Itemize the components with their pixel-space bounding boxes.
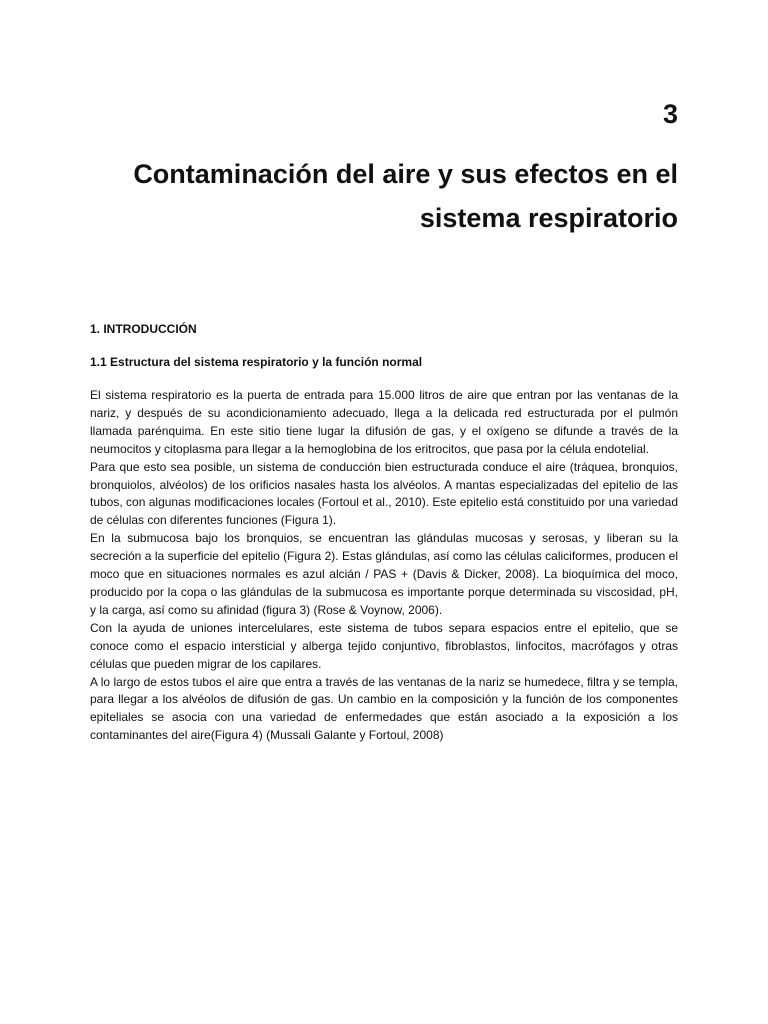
paragraph: Con la ayuda de uniones intercelulares, este sistema de tubos separa espacios entre el epitelio, que se conoce como el espacio intersticial y alberga tejido conjuntivo, fibroblastos, linfocitos, macrófagos y otras células que pueden migrar de los capilares. xyxy=(90,620,678,671)
chapter-number: 3 xyxy=(662,99,678,129)
body-text xyxy=(90,387,678,745)
paragraph: A lo largo de estos tubos el aire que entra a través de las ventanas de la nariz se humedece, filtra y se templa, para llegar a los alvéolos de difusión de gas. Un cambio en la composición y la función de los componentes epiteliales se asocia con una variedad de enfermedades que están asociado a la exposición a los contaminantes del aire(Figura 4) (Mussali Galante y Fortoul, 2008) xyxy=(90,674,678,743)
paragraph: El sistema respiratorio es la puerta de entrada para 15.000 litros de aire que entran por las ventanas de la nariz, y después de su acondicionamiento adecuado, llega a la delicada red estructurada por el pulmón llamada parénquima. En este sitio tiene lugar la difusión de gas, y el oxígeno se difunde a través de la neumocitos y citoplasma para llegar a la hemoglobina de los eritrocitos, que pasa por la célula endotelial. xyxy=(90,388,678,456)
paragraph: En la submucosa bajo los bronquios, se encuentran las glándulas mucosas y serosas, y liberan su la secreción a la superficie del epitelio (Figura 2). Estas glándulas, así como las células caliciformes, producen el moco que en situaciones normales es azul alcián / PAS + (Davis & Dicker, 2008). La bioquímica del moco, producido por la copa o las glándulas de la submucosa es importante porque determinada su viscosidad, pH, y la carga, así como su afinidad (figura 3) (Rose & Voynow, 2006). xyxy=(90,531,678,617)
section-heading-introduction: 1. INTRODUCCIÓN xyxy=(90,322,197,336)
paragraph: Para que esto sea posible, un sistema de conducción bien estructurada conduce el aire (tráquea, bronquios, bronquiolos, alvéolos) de los orificios nasales hasta los alvéolos. A mantas especializadas del epitelio de las tubos, con algunas modificaciones locales (Fortoul et al., 2010). Este epitelio está constituido por una variedad de células con diferentes funciones (Figura 1). xyxy=(90,459,678,528)
chapter-title: Contaminación del aire y sus efectos en el sistema respiratorio xyxy=(133,159,678,233)
subsection-heading-structure: 1.1 Estructura del sistema respiratorio y la función normal xyxy=(90,355,423,369)
